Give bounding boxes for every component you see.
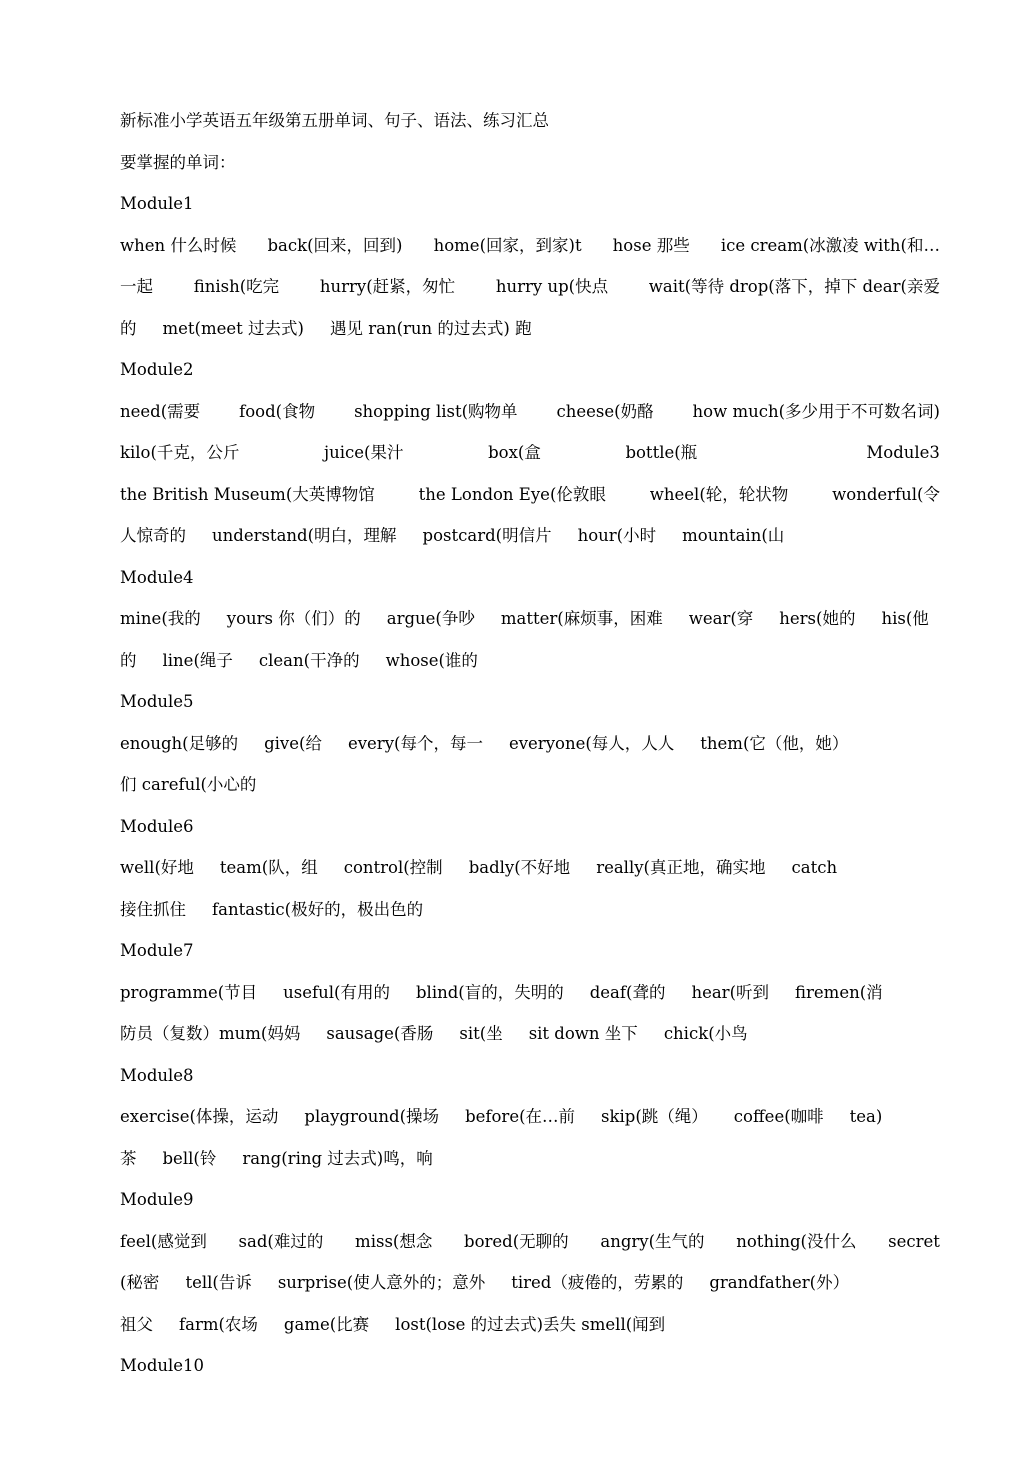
vocabulary-line xyxy=(120,1013,940,1055)
vocabulary-entry: sit down 坐下 xyxy=(528,1024,638,1043)
vocabulary-line-words xyxy=(120,640,940,682)
vocabulary-entry: control(控制 xyxy=(343,858,443,877)
vocabulary-entry: give(给 xyxy=(264,733,322,753)
module-heading xyxy=(120,557,940,599)
vocabulary-entry: tired（疲倦的，劳累的 xyxy=(511,1273,684,1292)
vocabulary-entry: blind(盲的，失明的 xyxy=(415,982,564,1002)
module-heading xyxy=(120,1179,940,1221)
vocabulary-line xyxy=(120,1138,940,1180)
vocabulary-line-words xyxy=(120,266,940,308)
vocabulary-entry: 一起 xyxy=(120,277,153,296)
vocabulary-entry: playground(操场 xyxy=(304,1107,440,1126)
vocabulary-entry: home(回家，到家)t xyxy=(433,235,582,255)
vocabulary-entry: hose 那些 xyxy=(612,235,690,255)
vocabulary-line xyxy=(120,1304,940,1346)
vocabulary-entry: food(食物 xyxy=(239,401,316,421)
vocabulary-line xyxy=(120,764,940,806)
vocabulary-entry: exercise(体操，运动 xyxy=(120,1107,279,1126)
vocabulary-entry: mountain(山 xyxy=(682,526,785,545)
vocabulary-entry: shopping list(购物单 xyxy=(354,401,518,421)
vocabulary-entry: mine(我的 xyxy=(120,609,201,628)
vocabulary-line-words xyxy=(120,723,940,765)
vocabulary-entry: surprise(使人意外的；意外 xyxy=(277,1273,486,1292)
vocabulary-line-words xyxy=(120,847,940,889)
vocabulary-entry: catch xyxy=(791,858,838,877)
vocabulary-entry: fantastic(极好的，极出色的 xyxy=(212,899,424,919)
vocabulary-entry: wonderful(令 xyxy=(832,484,940,504)
vocabulary-entry: 接住抓住 xyxy=(120,899,186,919)
vocabulary-entry: line(绳子 xyxy=(162,650,233,670)
vocabulary-entry: bottle(瓶 xyxy=(625,443,698,462)
vocabulary-entry: feel(感觉到 xyxy=(120,1231,207,1251)
vocabulary-entry: understand(明白，理解 xyxy=(212,526,397,545)
vocabulary-entry: his(他 xyxy=(881,609,929,628)
vocabulary-entry: clean(干净的 xyxy=(258,650,360,670)
vocabulary-line xyxy=(120,889,940,931)
module-heading-text: Module9 xyxy=(120,1190,194,1209)
vocabulary-entry: every(每个，每一 xyxy=(347,733,483,753)
vocabulary-entry: 的 xyxy=(120,650,137,670)
vocabulary-entry: when 什么时候 xyxy=(120,235,237,255)
vocabulary-entry: the British Museum(大英博物馆 xyxy=(120,484,375,504)
vocabulary-entry: 防员（复数）mum(妈妈 xyxy=(120,1024,301,1043)
vocabulary-line xyxy=(120,225,940,267)
vocabulary-entry: skip(跳（绳） xyxy=(601,1107,708,1126)
vocabulary-entry: whose(谁的 xyxy=(385,650,478,670)
vocabulary-entry: firemen(消 xyxy=(795,982,883,1002)
vocabulary-line-words xyxy=(120,764,940,806)
vocabulary-entry: need(需要 xyxy=(120,401,201,421)
vocabulary-entry: deaf(聋的 xyxy=(589,982,666,1002)
vocabulary-entry: 的 xyxy=(120,318,137,338)
vocabulary-line-words xyxy=(120,308,940,350)
module-heading-text: Module8 xyxy=(120,1065,194,1085)
vocabulary-entry: hurry(赶紧，匆忙 xyxy=(319,277,456,296)
vocabulary-entry: sit(坐 xyxy=(459,1024,503,1043)
vocabulary-entry: bell(铃 xyxy=(162,1148,217,1168)
vocabulary-line xyxy=(120,640,940,682)
vocabulary-line xyxy=(120,515,940,557)
vocabulary-line-words xyxy=(120,474,940,516)
vocabulary-entry: hour(小时 xyxy=(577,526,657,545)
vocabulary-line-words xyxy=(120,598,940,640)
module-heading-text: Module7 xyxy=(120,941,194,960)
vocabulary-entry: 们 careful(小心的 xyxy=(120,775,257,794)
vocabulary-entry: the London Eye(伦敦眼 xyxy=(418,484,606,504)
vocabulary-line-words xyxy=(120,391,940,433)
vocabulary-line-words xyxy=(120,889,940,931)
vocabulary-line xyxy=(120,598,940,640)
vocabulary-entry: hear(听到 xyxy=(691,982,770,1002)
vocabulary-entry: juice(果汁 xyxy=(324,443,404,462)
module-heading-text: Module2 xyxy=(120,360,194,379)
document-subtitle-text: 要掌握的单词： xyxy=(120,152,236,172)
module-heading xyxy=(120,349,940,391)
vocabulary-line-words xyxy=(120,1304,940,1346)
vocabulary-entry: grandfather(外） xyxy=(709,1273,850,1292)
module-heading xyxy=(120,183,940,225)
vocabulary-entry: chick(小鸟 xyxy=(663,1024,748,1043)
vocabulary-line-words xyxy=(120,515,940,557)
vocabulary-entry: programme(节目 xyxy=(120,982,258,1002)
vocabulary-entry: sausage(香肠 xyxy=(326,1024,434,1043)
vocabulary-line-words xyxy=(120,1096,940,1138)
vocabulary-entry: really(真正地，确实地 xyxy=(596,858,766,877)
module-heading-text: Module6 xyxy=(120,816,194,836)
vocabulary-entry: badly(不好地 xyxy=(468,858,571,877)
module-heading xyxy=(120,681,940,723)
vocabulary-entry: sad(难过的 xyxy=(238,1231,324,1251)
vocabulary-entry: wheel(轮，轮状物 xyxy=(649,484,789,504)
vocabulary-entry: them(它（他，她） xyxy=(700,733,849,753)
vocabulary-entry: well(好地 xyxy=(120,858,194,877)
module-heading xyxy=(120,806,940,848)
vocabulary-line-words xyxy=(120,432,940,474)
vocabulary-entry: hers(她的 xyxy=(779,609,856,628)
vocabulary-entry: coffee(咖啡 xyxy=(733,1107,824,1126)
module-heading-text: Module1 xyxy=(120,194,194,213)
vocabulary-lines xyxy=(120,183,940,1387)
vocabulary-entry: (秘密 xyxy=(120,1273,160,1292)
vocabulary-entry: 祖父 xyxy=(120,1314,153,1334)
vocabulary-entry: wait(等待 drop(落下，掉下 dear(亲爱 xyxy=(648,277,940,296)
vocabulary-entry: cheese(奶酪 xyxy=(556,401,654,421)
vocabulary-entry: ice cream(冰激凌 with(和… xyxy=(720,235,940,255)
vocabulary-line xyxy=(120,723,940,765)
vocabulary-entry: argue(争吵 xyxy=(386,609,475,628)
vocabulary-entry: back(回来，回到) xyxy=(267,235,403,255)
vocabulary-entry: 人惊奇的 xyxy=(120,526,186,545)
vocabulary-line-words xyxy=(120,1138,940,1180)
vocabulary-line xyxy=(120,847,940,889)
vocabulary-line xyxy=(120,1096,940,1138)
vocabulary-entry: box(盒 xyxy=(488,443,541,462)
vocabulary-entry: farm(农场 xyxy=(179,1314,258,1334)
vocabulary-entry: useful(有用的 xyxy=(283,982,390,1002)
vocabulary-line-words xyxy=(120,225,940,267)
module-heading-text: Module4 xyxy=(120,567,194,587)
vocabulary-entry: miss(想念 xyxy=(355,1231,433,1251)
vocabulary-entry: enough(足够的 xyxy=(120,733,239,753)
vocabulary-entry: hurry up(快点 xyxy=(495,277,609,296)
vocabulary-entry: met(meet 过去式) xyxy=(162,318,304,338)
vocabulary-line-words xyxy=(120,1262,940,1304)
vocabulary-line xyxy=(120,432,940,474)
vocabulary-entry: nothing(没什么 xyxy=(736,1231,857,1251)
vocabulary-entry: Module3 xyxy=(866,443,940,462)
vocabulary-entry: tell(告诉 xyxy=(185,1273,252,1292)
document-title-text: 新标准小学英语五年级第五册单词、句子、语法、练习汇总 xyxy=(120,111,549,130)
vocabulary-entry: angry(生气的 xyxy=(600,1231,705,1251)
vocabulary-entry: team(队，组 xyxy=(219,858,318,877)
vocabulary-entry: bored(无聊的 xyxy=(464,1231,569,1251)
vocabulary-line xyxy=(120,308,940,350)
document-title xyxy=(120,100,940,142)
vocabulary-line-words xyxy=(120,1013,940,1055)
vocabulary-entry: wear(穿 xyxy=(688,609,754,628)
module-heading xyxy=(120,1055,940,1097)
vocabulary-entry: 茶 xyxy=(120,1148,137,1168)
module-heading-text: Module5 xyxy=(120,692,194,711)
vocabulary-entry: finish(吃完 xyxy=(193,277,280,296)
vocabulary-entry: secret xyxy=(888,1231,940,1251)
vocabulary-entry: rang(ring 过去式)鸣，响 xyxy=(242,1148,433,1168)
module-heading xyxy=(120,1345,940,1387)
vocabulary-line xyxy=(120,972,940,1014)
vocabulary-entry: before(在…前 xyxy=(465,1107,576,1126)
vocabulary-entry: yours 你（们）的 xyxy=(226,609,361,628)
vocabulary-line xyxy=(120,1262,940,1304)
module-heading-text: Module10 xyxy=(120,1356,205,1375)
vocabulary-entry: postcard(明信片 xyxy=(422,526,552,545)
vocabulary-entry: everyone(每人，人人 xyxy=(508,733,675,753)
vocabulary-entry: game(比赛 xyxy=(283,1314,370,1334)
vocabulary-entry: kilo(千克，公斤 xyxy=(120,443,240,462)
module-heading xyxy=(120,930,940,972)
vocabulary-line xyxy=(120,474,940,516)
vocabulary-entry: how much(多少用于不可数名词) xyxy=(692,401,940,421)
vocabulary-entry: lost(lose 的过去式)丢失 smell(闻到 xyxy=(395,1314,666,1334)
vocabulary-line-words xyxy=(120,972,940,1014)
vocabulary-line-words xyxy=(120,1221,940,1263)
document-body xyxy=(120,100,940,1387)
vocabulary-entry: 遇见 ran(run 的过去式) 跑 xyxy=(329,318,532,338)
vocabulary-entry: matter(麻烦事，困难 xyxy=(500,609,663,628)
vocabulary-line xyxy=(120,1221,940,1263)
vocabulary-line xyxy=(120,391,940,433)
vocabulary-line xyxy=(120,266,940,308)
vocabulary-entry: tea) xyxy=(849,1107,883,1126)
document-subtitle xyxy=(120,142,940,184)
